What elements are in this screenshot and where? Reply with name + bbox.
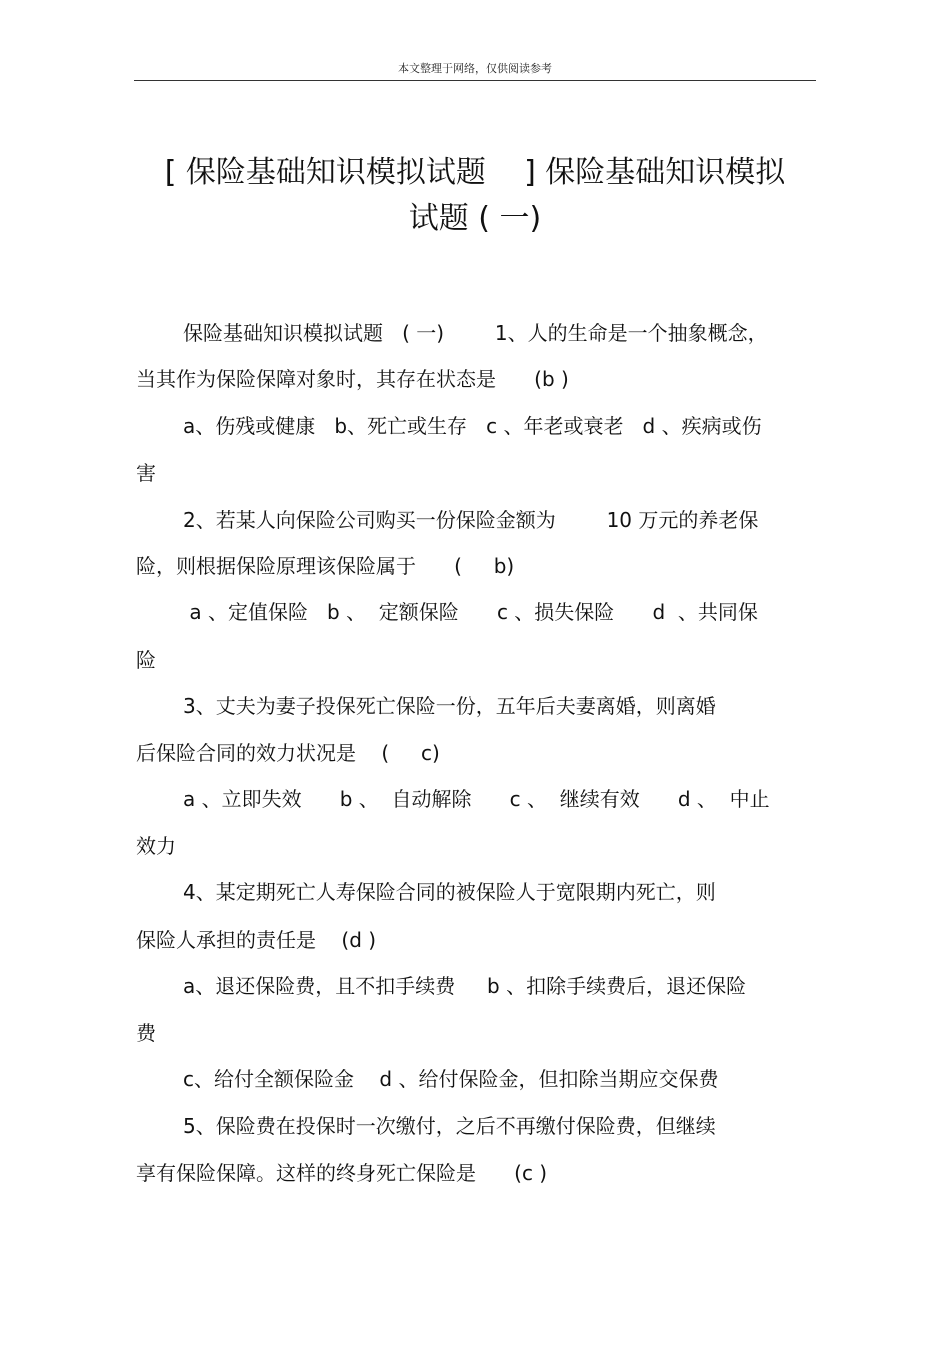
body-line: 当其作为保险保障对象时，其存在状态是 (b ) xyxy=(136,367,569,391)
body-line: 5、保险费在投保时一次缴付，之后不再缴付保险费，但继续 xyxy=(183,1114,716,1138)
body-line: a 、立即失效 b 、 自动解除 c 、 继续有效 d 、 中止 xyxy=(183,787,770,811)
header-divider xyxy=(134,80,816,81)
body-line: 后保险合同的效力状况是 ( c) xyxy=(136,741,440,765)
title-line-2: 试题 ( 一) xyxy=(408,201,542,236)
body-line: 保险基础知识模拟试题 ( 一) 1、人的生命是一个抽象概念， xyxy=(183,321,768,345)
body-line: a 、定值保险 b 、 定额保险 c 、损失保险 d 、共同保 xyxy=(183,600,758,624)
body-line: 费 xyxy=(136,1021,156,1045)
body-line: 享有保险保障。这样的终身死亡保险是 (c ) xyxy=(136,1161,548,1185)
body-line: 4、某定期死亡人寿保险合同的被保险人于宽限期内死亡，则 xyxy=(183,880,716,904)
body-line: a、伤残或健康 b、死亡或生存 c 、年老或衰老 d 、疾病或伤 xyxy=(183,414,762,438)
body-line: 害 xyxy=(136,461,156,485)
title-line-1: [ 保险基础知识模拟试题 ] 保险基础知识模拟 xyxy=(164,155,786,190)
body-line: a、退还保险费，且不扣手续费 b 、扣除手续费后，退还保险 xyxy=(183,974,747,998)
body-line: c、给付全额保险金 d 、给付保险金，但扣除当期应交保费 xyxy=(183,1067,719,1091)
body-line: 效力 xyxy=(136,834,176,858)
body-line: 险 xyxy=(136,648,156,672)
body-line: 2、若某人向保险公司购买一份保险金额为 10 万元的养老保 xyxy=(183,508,759,532)
body-line: 保险人承担的责任是 (d ) xyxy=(136,928,377,952)
document-title xyxy=(110,150,840,242)
header-note: 本文整理于网络，仅供阅读参考 xyxy=(398,62,552,75)
body-line: 险，则根据保险原理该保险属于 ( b) xyxy=(136,554,515,578)
body-line: 3、丈夫为妻子投保死亡保险一份，五年后夫妻离婚，则离婚 xyxy=(183,694,716,718)
